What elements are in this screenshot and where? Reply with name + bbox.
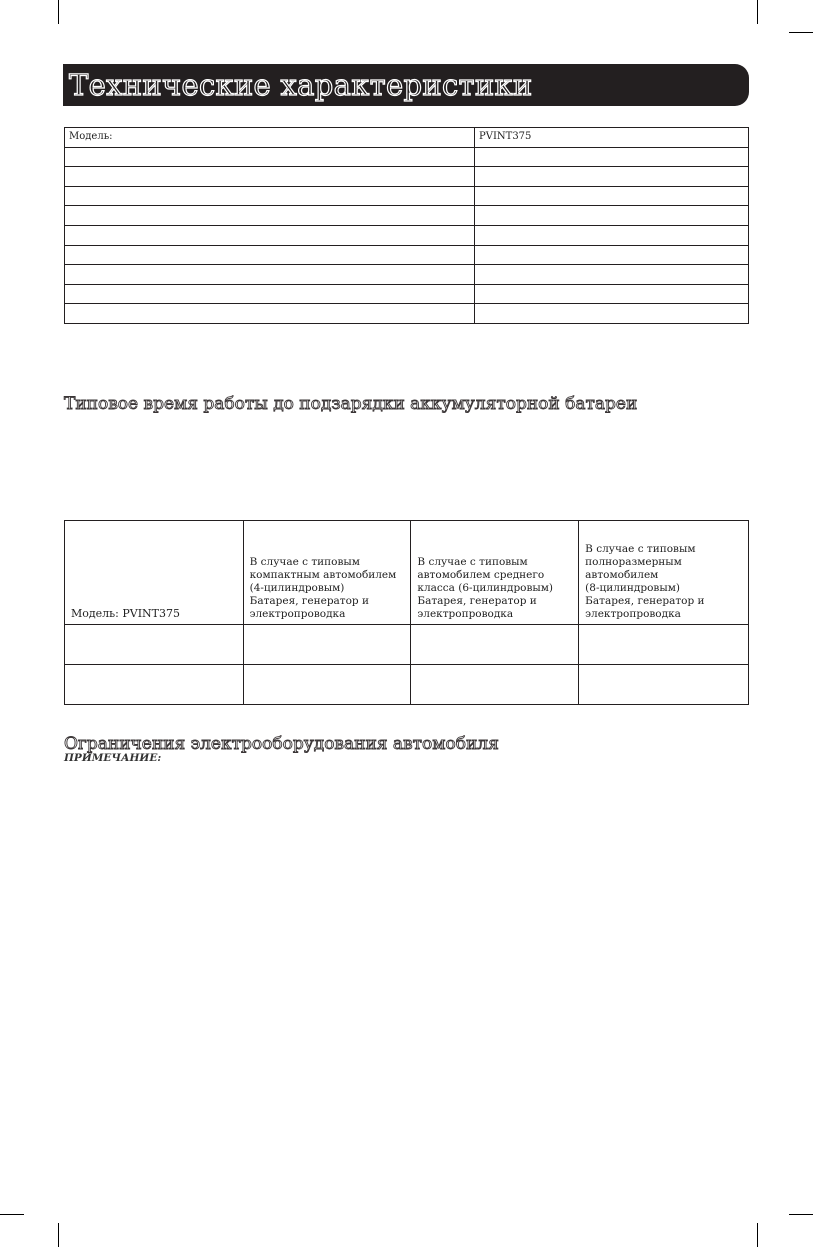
table-row	[65, 245, 749, 265]
spec-cell-value	[475, 284, 749, 304]
spec-cell-label	[65, 245, 475, 265]
spec-cell-value	[475, 206, 749, 226]
spec-cell-value	[475, 265, 749, 285]
crop-mark-top-left	[58, 0, 59, 24]
runtime-cell	[579, 665, 749, 705]
spec-cell-value: PVINT375	[475, 128, 749, 148]
crop-mark-right-bottom	[789, 1214, 813, 1215]
spec-cell-value	[475, 245, 749, 265]
spec-cell-label	[65, 167, 475, 187]
spec-cell-label: Модель:	[65, 128, 475, 148]
runtime-cell	[243, 665, 411, 705]
table-row	[65, 625, 749, 665]
title-banner	[63, 64, 749, 106]
runtime-header-compact	[243, 521, 411, 625]
crop-mark-right-top	[789, 32, 813, 33]
table-row	[65, 304, 749, 324]
crop-mark-bottom-left	[58, 1223, 59, 1247]
runtime-header-midsize-label: В случае с типовым автомобилем среднего класса (6-цилиндровым) Батарея, генератор и электропроводка	[417, 556, 554, 620]
spec-cell-value	[475, 167, 749, 187]
spec-cell-value	[475, 304, 749, 324]
runtime-cell	[65, 665, 244, 705]
spec-cell-label	[65, 206, 475, 226]
runtime-header-row	[65, 521, 749, 625]
runtime-header-fullsize	[579, 521, 749, 625]
runtime-header-model	[65, 521, 244, 625]
spec-cell-label	[65, 186, 475, 206]
spec-cell-label	[65, 265, 475, 285]
spec-cell-label	[65, 284, 475, 304]
table-row	[65, 265, 749, 285]
spec-cell-label	[65, 304, 475, 324]
table-row	[65, 186, 749, 206]
crop-mark-bottom-right	[757, 1223, 758, 1247]
note-label: ПРИМЕЧАНИЕ:	[64, 752, 162, 764]
table-row	[65, 167, 749, 187]
runtime-table	[64, 520, 749, 705]
table-row	[65, 225, 749, 245]
runtime-cell	[411, 665, 579, 705]
spec-cell-value	[475, 225, 749, 245]
table-row	[65, 665, 749, 705]
spec-cell-value	[475, 186, 749, 206]
runtime-header-model-label: Модель: PVINT375	[71, 607, 180, 620]
runtime-cell	[579, 625, 749, 665]
runtime-cell	[65, 625, 244, 665]
runtime-heading: Типовое время работы до подзарядки аккумуляторной батареи	[64, 394, 638, 414]
table-row	[65, 206, 749, 226]
spec-header-row	[65, 128, 749, 148]
runtime-header-fullsize-label: В случае с типовым полноразмерным автомобилем (8-цилиндровым) Батарея, генератор и электропроводка	[585, 543, 705, 620]
runtime-cell	[243, 625, 411, 665]
table-row	[65, 284, 749, 304]
spec-cell-label	[65, 225, 475, 245]
table-row	[65, 147, 749, 167]
crop-mark-top-right	[757, 0, 758, 24]
spec-cell-label	[65, 147, 475, 167]
limits-heading: Ограничения электрооборудования автомобиля	[64, 734, 499, 754]
spec-cell-value	[475, 147, 749, 167]
runtime-cell	[411, 625, 579, 665]
page-title: Технические характеристики	[69, 68, 533, 102]
crop-mark-left-bottom	[0, 1214, 24, 1215]
spec-table	[64, 127, 749, 324]
runtime-header-compact-label: В случае с типовым компактным автомобилем (4-цилиндровым) Батарея, генератор и электропроводка	[249, 556, 397, 620]
runtime-header-midsize	[411, 521, 579, 625]
